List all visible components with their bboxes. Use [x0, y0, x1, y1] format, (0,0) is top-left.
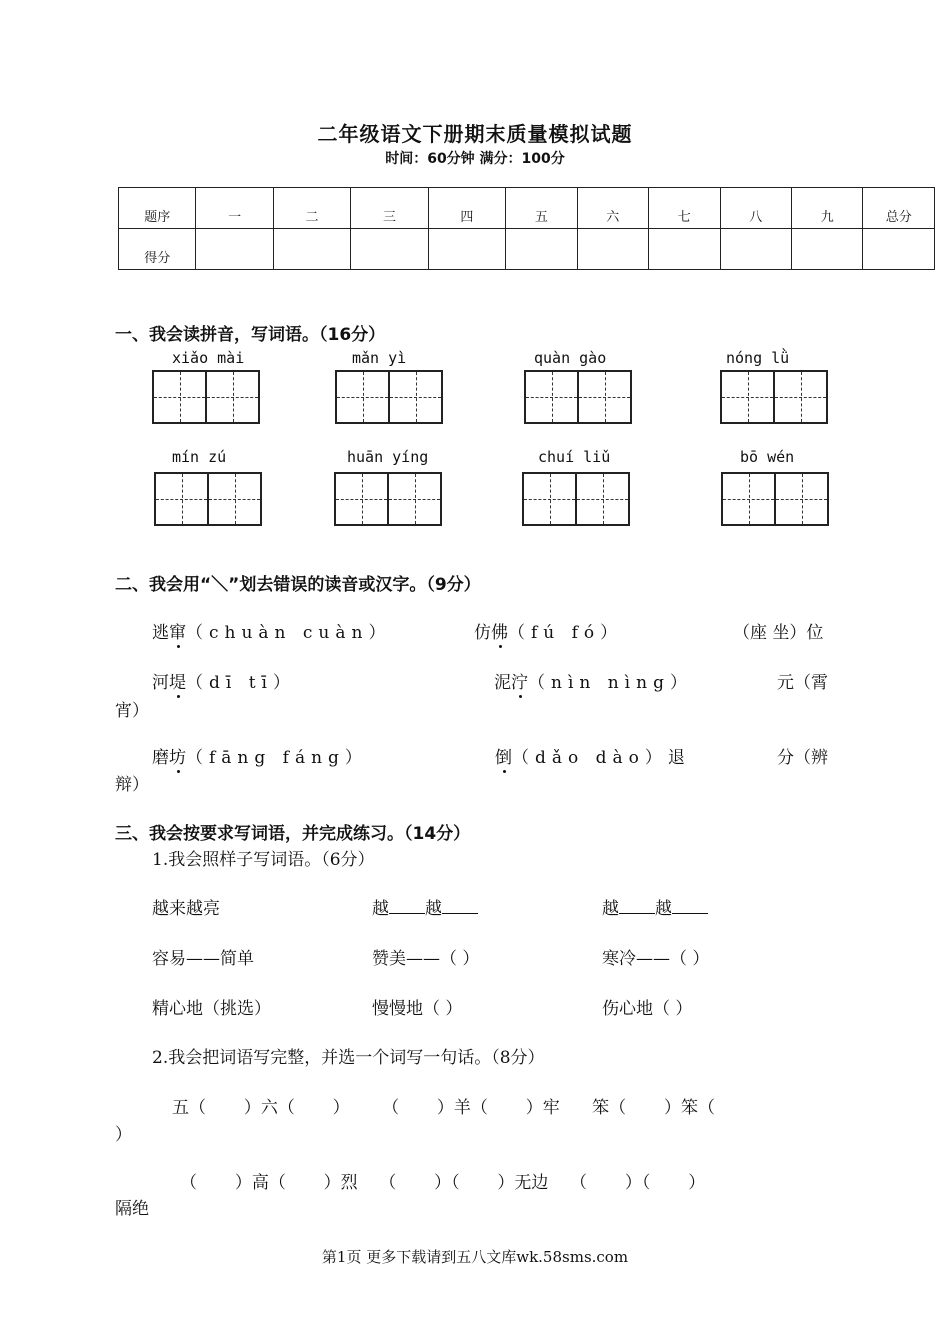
pinyin-label: nóng lǜ	[726, 349, 790, 367]
writing-grid[interactable]	[152, 370, 260, 424]
dotted-char: 窜	[169, 623, 186, 643]
writing-grid[interactable]	[154, 472, 262, 526]
page-footer: 第1页 更多下载请到五八文库wk.58sms.com	[321, 1248, 629, 1266]
question-item: 元（霄	[777, 673, 828, 693]
writing-grid[interactable]	[522, 472, 630, 526]
table-cell: 九	[791, 188, 862, 229]
score-input-cell[interactable]	[428, 229, 505, 270]
fill-blank-item[interactable]: 五（ ）六（ ） （ ）羊（ ）牢 笨（ ）笨（	[172, 1098, 715, 1118]
table-cell: 四	[428, 188, 505, 229]
table-cell: 一	[196, 188, 273, 229]
question-item: 分（辨	[777, 748, 828, 768]
table-cell: 三	[351, 188, 428, 229]
question-item: 磨坊（fāng fáng）	[152, 748, 368, 768]
section-heading: 二、我会用“＼”划去错误的读音或汉字。（9分）	[115, 575, 481, 595]
question-item: 倒（dǎo dào）退	[495, 748, 691, 768]
blank-line[interactable]	[389, 899, 425, 914]
table-cell: 总分	[863, 188, 935, 229]
example-word: 容易——简单	[152, 949, 254, 969]
table-cell: 六	[577, 188, 648, 229]
pinyin-label: bō wén	[740, 448, 795, 466]
fill-blank-item[interactable]: 赞美——（ ）	[372, 949, 480, 969]
score-input-cell[interactable]	[273, 229, 350, 270]
score-input-cell[interactable]	[196, 229, 273, 270]
score-table-score-row	[119, 229, 935, 270]
question-item-wrap: 隔绝	[115, 1199, 149, 1219]
dotted-char: 倒	[495, 748, 512, 768]
question-item-wrap: 辩）	[115, 775, 149, 795]
table-cell: 八	[720, 188, 791, 229]
writing-grid[interactable]	[334, 472, 442, 526]
blank-line[interactable]	[442, 899, 478, 914]
question-item: （座 坐）位	[733, 623, 824, 643]
blank-line[interactable]	[672, 899, 708, 914]
score-table	[118, 187, 935, 270]
page-title: 二年级语文下册期末质量模拟试题	[317, 122, 633, 146]
sub-question: 2.我会把词语写完整，并选一个词写一句话。（8分）	[152, 1048, 545, 1068]
fill-blank-item[interactable]: （ ）高（ ）烈 （ ）（ ）无边 （ ）（ ）	[180, 1173, 706, 1193]
score-input-cell[interactable]	[351, 229, 428, 270]
score-input-cell[interactable]	[506, 229, 577, 270]
score-input-cell[interactable]	[649, 229, 720, 270]
blank-line[interactable]	[619, 899, 655, 914]
pinyin-label: quàn gào	[534, 349, 607, 367]
fill-blank-item[interactable]: 越 越	[602, 894, 708, 919]
section-heading: 一、我会读拼音，写词语。（16分）	[115, 325, 386, 345]
fill-blank-item[interactable]: 寒冷——（ ）	[602, 949, 710, 969]
question-item-wrap: ）	[115, 1125, 132, 1145]
writing-grid[interactable]	[720, 370, 828, 424]
sub-question: 1.我会照样子写词语。（6分）	[152, 850, 375, 870]
writing-grid[interactable]	[721, 472, 829, 526]
table-cell: 得分	[119, 229, 196, 270]
question-item: 泥泞（nìn nìng）	[494, 673, 693, 693]
exam-info: 时间：60分钟 满分：100分	[385, 151, 565, 167]
pinyin-label: chuí liǔ	[538, 448, 611, 466]
fill-blank-item[interactable]: 伤心地（ ）	[602, 999, 693, 1019]
table-cell: 五	[506, 188, 577, 229]
dotted-char: 坊	[169, 748, 186, 768]
question-item: 仿佛（fú fó）	[474, 623, 624, 643]
score-input-cell[interactable]	[720, 229, 791, 270]
fill-blank-item[interactable]: 慢慢地（ ）	[372, 999, 463, 1019]
table-cell: 二	[273, 188, 350, 229]
pinyin-label: huān yíng	[347, 448, 429, 466]
example-word: 精心地（挑选）	[152, 999, 271, 1019]
table-cell: 题序	[119, 188, 196, 229]
section-heading: 三、我会按要求写词语，并完成练习。（14分）	[115, 824, 471, 844]
score-input-cell[interactable]	[577, 229, 648, 270]
writing-grid[interactable]	[524, 370, 632, 424]
question-item: 逃窜（chuàn cuàn）	[152, 623, 392, 643]
question-item: 河堤（dī tī）	[152, 673, 296, 693]
pinyin-label: xiǎo mài	[172, 349, 245, 367]
example-word: 越来越亮	[152, 899, 220, 919]
dotted-char: 泞	[511, 673, 528, 693]
dotted-char: 堤	[169, 673, 186, 693]
pinyin-label: mǎn yì	[352, 349, 407, 367]
score-table-header-row	[119, 188, 935, 229]
dotted-char: 佛	[491, 623, 508, 643]
fill-blank-item[interactable]: 越 越	[372, 894, 478, 919]
score-input-cell[interactable]	[863, 229, 935, 270]
question-item-wrap: 宵）	[115, 701, 149, 721]
table-cell: 七	[649, 188, 720, 229]
writing-grid[interactable]	[335, 370, 443, 424]
score-input-cell[interactable]	[791, 229, 862, 270]
pinyin-label: mín zú	[172, 448, 227, 466]
